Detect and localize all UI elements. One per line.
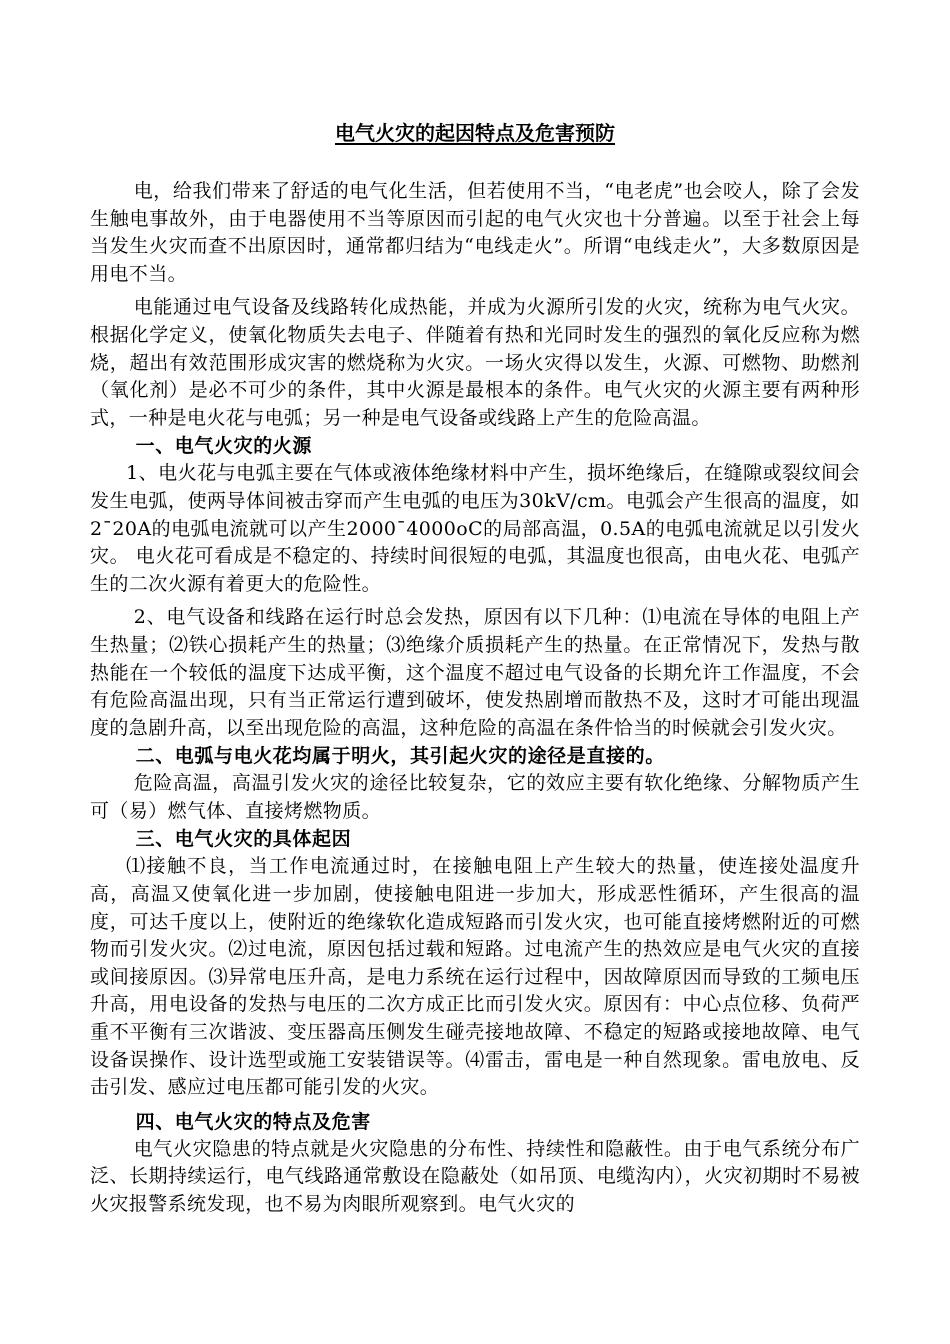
section4-heading: 四、电气火灾的特点及危害 <box>135 1110 371 1133</box>
section1-heading: 一、电气火灾的火源 <box>135 435 312 458</box>
section1-paragraph-2: 2、电气设备和线路在运行时总会发热，原因有以下几种：⑴电流在导体的电阻上产生热量；⑵铁心损耗产生的热量；⑶绝缘介质损耗产生的热量。在正常情况下，发热与散热能在一个较低的温度下达成平衡，这个温度不超过电气设备的长期允许工作温度，不会有危险高温出现，只有当正常运行遭到破坏，使发热剧增而散热不及，这时才可能出现温度的急剧升高，以至出现危险的高温，这种危险的高温在条件恰当的时候就会引发火灾。 <box>90 606 860 739</box>
definition-paragraph: 电能通过电气设备及线路转化成热能，并成为火源所引发的火灾，统称为电气火灾。根据化学定义，使氧化物质失去电子、伴随着有热和光同时发生的强烈的氧化反应称为燃烧，超出有效范围形成灾害的燃烧称为火灾。一场火灾得以发生，火源、可燃物、助燃剂（氧化剂）是必不可少的条件，其中火源是最根本的条件。电气火灾的火源主要有两种形式，一种是电火花与电弧；另一种是电气设备或线路上产生的危险高温。 <box>90 296 860 429</box>
intro-paragraph: 电，给我们带来了舒适的电气化生活，但若使用不当，“电老虎”也会咬人，除了会发生触电事故外，由于电器使用不当等原因而引起的电气火灾也十分普遍。以至于社会上每当发生火灾而查不出原因时，通常都归结为“电线走火”。所谓“电线走火”，大多数原因是用电不当。 <box>90 180 860 285</box>
document-page <box>90 118 860 1219</box>
document-title: 电气火灾的起因特点及危害预防 <box>335 121 615 145</box>
section4-paragraph-1: 电气火灾隐患的特点就是火灾隐患的分布性、持续性和隐蔽性。由于电气系统分布广泛、长期持续运行，电气线路通常敷设在隐蔽处（如吊顶、电缆沟内），火灾初期时不易被火灾报警系统发现，也不易为肉眼所观察到。电气火灾的 <box>90 1137 860 1215</box>
section2-paragraph-1: 危险高温，高温引发火灾的途径比较复杂，它的效应主要有软化绝缘、分解物质产生可（易）燃气体、直接烤燃物质。 <box>90 772 860 822</box>
section2-heading: 二、电弧与电火花均属于明火，其引起火灾的途径是直接的。 <box>135 745 665 768</box>
section3-paragraph-1: ⑴接触不良，当工作电流通过时，在接触电阻上产生较大的热量，使连接处温度升高，高温又使氧化进一步加剧，使接触电阻进一步加大，形成恶性循环，产生很高的温度，可达千度以上，使附近的绝缘软化造成短路而引发火灾，也可能直接烤燃附近的可燃物而引发火灾。⑵过电流，原因包括过载和短路。过电流产生的热效应是电气火灾的直接或间接原因。⑶异常电压升高，是电力系统在运行过程中，因故障原因而导致的工频电压升高，用电设备的发热与电压的二次方成正比而引发火灾。原因有：中心点位移、负荷严重不平衡有三次谐波、变压器高压侧发生碰壳接地故障、不稳定的短路或接地故障、电气设备误操作、设计选型或施工安装错误等。⑷雷击，雷电是一种自然现象。雷电放电、反击引发、感应过电压都可能引发的火灾。 <box>90 855 860 1099</box>
section1-paragraph-1: 1、电火花与电弧主要在气体或液体绝缘材料中产生，损坏绝缘后，在缝隙或裂纹间会发生电弧，使两导体间被击穿而产生电弧的电压为30kV/cm。电弧会产生很高的温度，如2¯20A的电弧电流就可以产生2000¯4000oC的局部高温，0.5A的电弧电流就足以引发火灾。 电火花可看成是不稳定的、持续时间很短的电弧，其温度也很高，由电火花、电弧产生的二次火源有着更大的危险性。 <box>90 462 860 595</box>
section3-heading: 三、电气火灾的具体起因 <box>135 828 352 851</box>
